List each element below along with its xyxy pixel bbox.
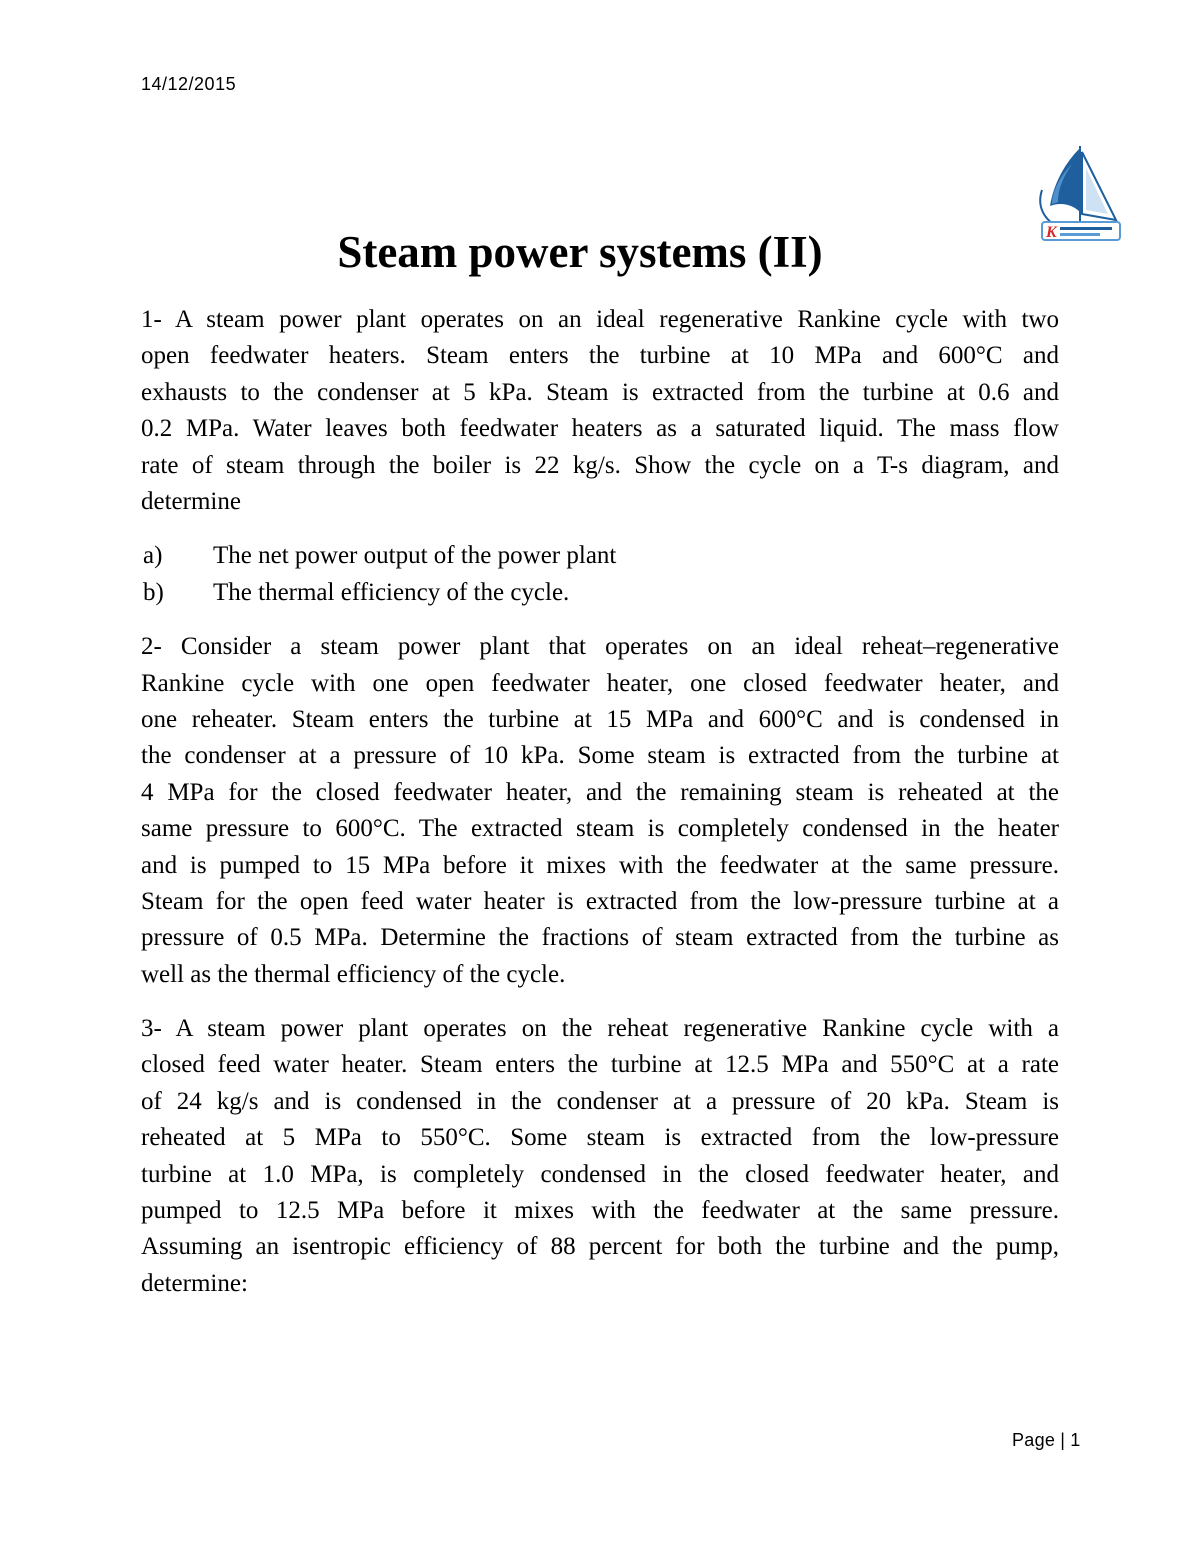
problem-2-line: well as the thermal efficiency of the cycle. xyxy=(141,960,566,988)
problem-3-line: pumped to 12.5 MPa before it mixes with the feedwater at the same pressure. xyxy=(141,1197,1059,1225)
problem-3-line: reheated at 5 MPa to 550°C. Some steam is extracted from the low-pressure xyxy=(141,1124,1059,1152)
problem-3-line: of 24 kg/s and is condensed in the condenser at a pressure of 20 kPa. Steam is xyxy=(141,1087,1059,1115)
problem-2-line: 2- Consider a steam power plant that operates on an ideal reheat–regenerative xyxy=(141,633,1059,661)
problem-3-line: 3- A steam power plant operates on the reheat regenerative Rankine cycle with a xyxy=(141,1015,1059,1043)
page-title: Steam power systems (II) xyxy=(337,227,823,277)
problem-3 xyxy=(141,1011,1059,1302)
list-item-text: The thermal efficiency of the cycle. xyxy=(213,578,570,606)
header-date: 14/12/2015 xyxy=(141,74,237,94)
problem-1-line: open feedwater heaters. Steam enters the turbine at 10 MPa and 600°C and xyxy=(141,342,1059,370)
problem-2 xyxy=(141,629,1059,993)
problem-3-line: Assuming an isentropic efficiency of 88 percent for both the turbine and the pump, xyxy=(141,1233,1059,1261)
problem-1-line: 1- A steam power plant operates on an ideal regenerative Rankine cycle with two xyxy=(141,306,1059,333)
page-number: 1 xyxy=(1070,1430,1081,1450)
problem-3-line: determine: xyxy=(141,1269,248,1297)
problem-1-subquestions xyxy=(141,538,1059,611)
problem-3-line: turbine at 1.0 MPa, is completely condensed in the closed feedwater heater, and xyxy=(141,1160,1059,1188)
problem-1-line: determine xyxy=(141,487,241,515)
list-marker: a) xyxy=(143,542,163,570)
problem-1 xyxy=(141,302,1059,520)
list-item-text: The net power output of the power plant xyxy=(213,542,617,570)
problem-3-line: closed feed water heater. Steam enters the turbine at 12.5 MPa and 550°C at a rate xyxy=(141,1051,1059,1079)
problem-2-line: one reheater. Steam enters the turbine at 15 MPa and 600°C and is condensed in xyxy=(141,705,1059,733)
problem-1-line: rate of steam through the boiler is 22 kg/s. Show the cycle on a T-s diagram, and xyxy=(141,451,1059,479)
svg-text:K: K xyxy=(1046,224,1057,241)
page-label: Page xyxy=(1012,1430,1056,1450)
list-item xyxy=(141,538,1059,574)
problem-2-line: Steam for the open feed water heater is extracted from the low-pressure turbine at a xyxy=(141,887,1059,915)
problem-2-line: Rankine cycle with one open feedwater heater, one closed feedwater heater, and xyxy=(141,669,1059,697)
problem-2-line: same pressure to 600°C. The extracted steam is completely condensed in the heater xyxy=(141,815,1059,843)
problem-2-line: and is pumped to 15 MPa before it mixes with the feedwater at the same pressure. xyxy=(141,851,1059,879)
problem-2-line: the condenser at a pressure of 10 kPa. Some steam is extracted from the turbine at xyxy=(141,742,1059,770)
list-item xyxy=(141,575,1059,611)
problem-2-line: 4 MPa for the closed feedwater heater, and the remaining steam is reheated at the xyxy=(141,778,1059,806)
list-marker: b) xyxy=(143,578,164,606)
problem-2-line: pressure of 0.5 MPa. Determine the fractions of steam extracted from the turbine as xyxy=(141,924,1059,952)
problem-1-line: exhausts to the condenser at 5 kPa. Steam is extracted from the turbine at 0.6 and xyxy=(141,378,1059,406)
page-separator: | xyxy=(1060,1430,1066,1450)
page-footer xyxy=(1012,1430,1081,1451)
document-body xyxy=(141,302,1059,1302)
problem-1-line: 0.2 MPa. Water leaves both feedwater heaters as a saturated liquid. The mass flow xyxy=(141,415,1059,443)
